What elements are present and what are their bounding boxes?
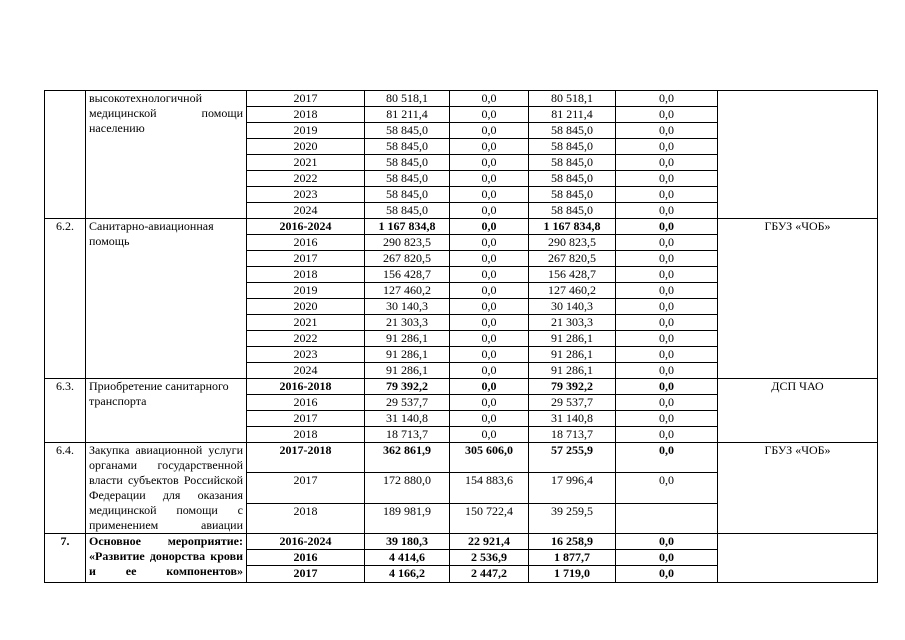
item-name: Санитарно-авиационная помощь xyxy=(86,219,247,379)
item-name: Закупка авиационной услуги органами государственной власти субъектов Российской Федерации для оказания медицинской помощи с применением авиации xyxy=(86,443,247,534)
federal-cell: 0,0 xyxy=(450,299,529,315)
total-cell: 1 167 834,8 xyxy=(365,219,450,235)
table-row xyxy=(45,534,878,550)
federal-cell: 0,0 xyxy=(450,395,529,411)
total-cell: 58 845,0 xyxy=(365,187,450,203)
total-cell: 91 286,1 xyxy=(365,363,450,379)
federal-cell: 0,0 xyxy=(450,411,529,427)
year-cell: 2017 xyxy=(247,251,365,267)
item-name: высокотехнологичной медицинской помощи населению xyxy=(86,91,247,219)
year-cell: 2016-2018 xyxy=(247,379,365,395)
table-row xyxy=(45,379,878,395)
total-cell: 58 845,0 xyxy=(365,171,450,187)
year-cell: 2022 xyxy=(247,171,365,187)
regional-cell: 58 845,0 xyxy=(529,171,616,187)
year-cell: 2016-2024 xyxy=(247,219,365,235)
year-cell: 2024 xyxy=(247,363,365,379)
federal-cell: 0,0 xyxy=(450,171,529,187)
other-cell: 0,0 xyxy=(616,187,718,203)
total-cell: 362 861,9 xyxy=(365,443,450,473)
regional-cell: 156 428,7 xyxy=(529,267,616,283)
federal-cell: 150 722,4 xyxy=(450,503,529,533)
program-table xyxy=(44,90,878,583)
regional-cell: 18 713,7 xyxy=(529,427,616,443)
regional-cell: 80 518,1 xyxy=(529,91,616,107)
other-cell: 0,0 xyxy=(616,155,718,171)
total-cell: 267 820,5 xyxy=(365,251,450,267)
total-cell: 91 286,1 xyxy=(365,347,450,363)
federal-cell: 2 536,9 xyxy=(450,550,529,566)
regional-cell: 58 845,0 xyxy=(529,123,616,139)
other-cell: 0,0 xyxy=(616,395,718,411)
other-cell: 0,0 xyxy=(616,299,718,315)
federal-cell: 0,0 xyxy=(450,235,529,251)
regional-cell: 290 823,5 xyxy=(529,235,616,251)
other-cell: 0,0 xyxy=(616,251,718,267)
item-number: 6.2. xyxy=(45,219,86,379)
other-cell: 0,0 xyxy=(616,379,718,395)
other-cell: 0,0 xyxy=(616,566,718,582)
total-cell: 127 460,2 xyxy=(365,283,450,299)
year-cell: 2023 xyxy=(247,187,365,203)
other-cell: 0,0 xyxy=(616,235,718,251)
year-cell: 2017 xyxy=(247,473,365,503)
other-cell: 0,0 xyxy=(616,331,718,347)
total-cell: 58 845,0 xyxy=(365,155,450,171)
other-cell: 0,0 xyxy=(616,107,718,123)
other-cell: 0,0 xyxy=(616,550,718,566)
year-cell: 2018 xyxy=(247,503,365,533)
federal-cell: 22 921,4 xyxy=(450,534,529,550)
item-number xyxy=(45,91,86,219)
federal-cell: 0,0 xyxy=(450,363,529,379)
regional-cell: 31 140,8 xyxy=(529,411,616,427)
other-cell: 0,0 xyxy=(616,411,718,427)
regional-cell: 16 258,9 xyxy=(529,534,616,550)
year-cell: 2023 xyxy=(247,347,365,363)
federal-cell: 0,0 xyxy=(450,347,529,363)
federal-cell: 0,0 xyxy=(450,91,529,107)
other-cell: 0,0 xyxy=(616,123,718,139)
regional-cell: 58 845,0 xyxy=(529,187,616,203)
table-row xyxy=(45,91,878,107)
other-cell xyxy=(616,503,718,533)
year-cell: 2020 xyxy=(247,299,365,315)
other-cell: 0,0 xyxy=(616,427,718,443)
year-cell: 2021 xyxy=(247,155,365,171)
program-table-body xyxy=(45,91,878,583)
other-cell: 0,0 xyxy=(616,171,718,187)
year-cell: 2016 xyxy=(247,235,365,251)
year-cell: 2022 xyxy=(247,331,365,347)
item-number: 6.4. xyxy=(45,443,86,534)
table-row xyxy=(45,219,878,235)
year-cell: 2020 xyxy=(247,139,365,155)
federal-cell: 154 883,6 xyxy=(450,473,529,503)
regional-cell: 267 820,5 xyxy=(529,251,616,267)
regional-cell: 17 996,4 xyxy=(529,473,616,503)
total-cell: 4 414,6 xyxy=(365,550,450,566)
federal-cell: 0,0 xyxy=(450,283,529,299)
year-cell: 2021 xyxy=(247,315,365,331)
year-cell: 2024 xyxy=(247,203,365,219)
regional-cell: 57 255,9 xyxy=(529,443,616,473)
other-cell: 0,0 xyxy=(616,219,718,235)
other-cell: 0,0 xyxy=(616,363,718,379)
federal-cell: 2 447,2 xyxy=(450,566,529,582)
total-cell: 80 518,1 xyxy=(365,91,450,107)
regional-cell: 58 845,0 xyxy=(529,139,616,155)
executor: ГБУЗ «ЧОБ» xyxy=(718,219,878,379)
total-cell: 58 845,0 xyxy=(365,203,450,219)
federal-cell: 0,0 xyxy=(450,315,529,331)
regional-cell: 81 211,4 xyxy=(529,107,616,123)
federal-cell: 0,0 xyxy=(450,203,529,219)
total-cell: 29 537,7 xyxy=(365,395,450,411)
regional-cell: 58 845,0 xyxy=(529,203,616,219)
total-cell: 58 845,0 xyxy=(365,139,450,155)
other-cell: 0,0 xyxy=(616,347,718,363)
year-cell: 2019 xyxy=(247,123,365,139)
federal-cell: 0,0 xyxy=(450,139,529,155)
other-cell: 0,0 xyxy=(616,203,718,219)
year-cell: 2017-2018 xyxy=(247,443,365,473)
item-name: Основное мероприятие: «Развитие донорства крови и ее компонентов» xyxy=(86,534,247,583)
regional-cell: 91 286,1 xyxy=(529,347,616,363)
other-cell: 0,0 xyxy=(616,139,718,155)
federal-cell: 0,0 xyxy=(450,427,529,443)
item-number: 7. xyxy=(45,534,86,583)
year-cell: 2018 xyxy=(247,427,365,443)
executor xyxy=(718,91,878,219)
item-name: Приобретение санитарного транспорта xyxy=(86,379,247,443)
executor xyxy=(718,534,878,583)
regional-cell: 1 167 834,8 xyxy=(529,219,616,235)
regional-cell: 29 537,7 xyxy=(529,395,616,411)
total-cell: 21 303,3 xyxy=(365,315,450,331)
total-cell: 18 713,7 xyxy=(365,427,450,443)
regional-cell: 58 845,0 xyxy=(529,155,616,171)
total-cell: 81 211,4 xyxy=(365,107,450,123)
total-cell: 58 845,0 xyxy=(365,123,450,139)
total-cell: 172 880,0 xyxy=(365,473,450,503)
year-cell: 2018 xyxy=(247,267,365,283)
federal-cell: 0,0 xyxy=(450,123,529,139)
other-cell: 0,0 xyxy=(616,534,718,550)
federal-cell: 0,0 xyxy=(450,107,529,123)
federal-cell: 0,0 xyxy=(450,379,529,395)
year-cell: 2016 xyxy=(247,395,365,411)
total-cell: 4 166,2 xyxy=(365,566,450,582)
federal-cell: 0,0 xyxy=(450,251,529,267)
federal-cell: 305 606,0 xyxy=(450,443,529,473)
regional-cell: 21 303,3 xyxy=(529,315,616,331)
table-row xyxy=(45,443,878,473)
year-cell: 2019 xyxy=(247,283,365,299)
year-cell: 2016-2024 xyxy=(247,534,365,550)
other-cell: 0,0 xyxy=(616,91,718,107)
federal-cell: 0,0 xyxy=(450,219,529,235)
item-number: 6.3. xyxy=(45,379,86,443)
other-cell: 0,0 xyxy=(616,473,718,503)
total-cell: 189 981,9 xyxy=(365,503,450,533)
year-cell: 2017 xyxy=(247,566,365,582)
federal-cell: 0,0 xyxy=(450,187,529,203)
total-cell: 79 392,2 xyxy=(365,379,450,395)
regional-cell: 30 140,3 xyxy=(529,299,616,315)
year-cell: 2018 xyxy=(247,107,365,123)
other-cell: 0,0 xyxy=(616,315,718,331)
federal-cell: 0,0 xyxy=(450,155,529,171)
year-cell: 2016 xyxy=(247,550,365,566)
federal-cell: 0,0 xyxy=(450,267,529,283)
total-cell: 91 286,1 xyxy=(365,331,450,347)
regional-cell: 79 392,2 xyxy=(529,379,616,395)
other-cell: 0,0 xyxy=(616,267,718,283)
regional-cell: 91 286,1 xyxy=(529,331,616,347)
other-cell: 0,0 xyxy=(616,283,718,299)
regional-cell: 39 259,5 xyxy=(529,503,616,533)
regional-cell: 127 460,2 xyxy=(529,283,616,299)
executor: ДСП ЧАО xyxy=(718,379,878,443)
total-cell: 290 823,5 xyxy=(365,235,450,251)
regional-cell: 1 877,7 xyxy=(529,550,616,566)
executor: ГБУЗ «ЧОБ» xyxy=(718,443,878,534)
total-cell: 39 180,3 xyxy=(365,534,450,550)
year-cell: 2017 xyxy=(247,91,365,107)
federal-cell: 0,0 xyxy=(450,331,529,347)
regional-cell: 1 719,0 xyxy=(529,566,616,582)
other-cell: 0,0 xyxy=(616,443,718,473)
total-cell: 30 140,3 xyxy=(365,299,450,315)
total-cell: 31 140,8 xyxy=(365,411,450,427)
year-cell: 2017 xyxy=(247,411,365,427)
total-cell: 156 428,7 xyxy=(365,267,450,283)
regional-cell: 91 286,1 xyxy=(529,363,616,379)
